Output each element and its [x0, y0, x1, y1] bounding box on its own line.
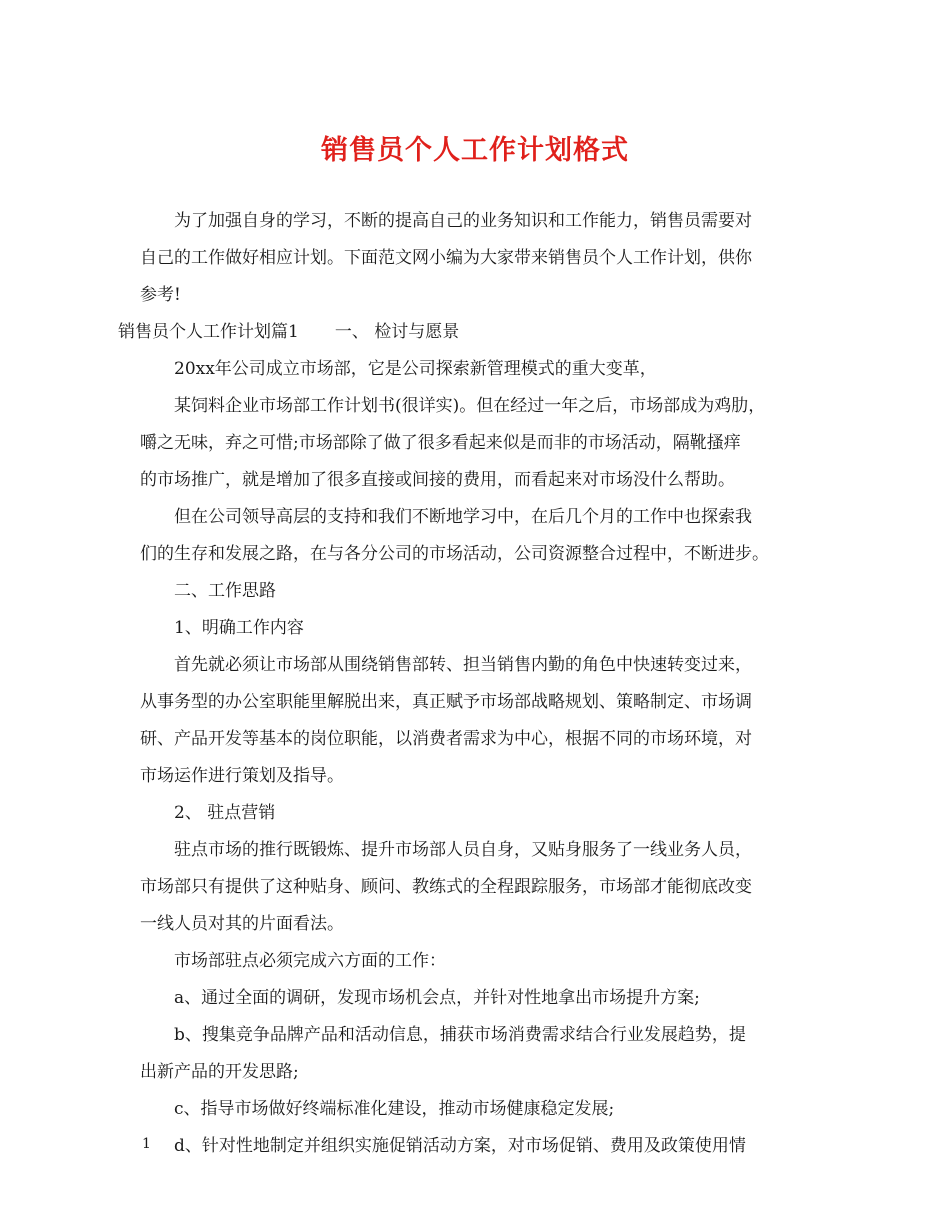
section-header: [118, 314, 812, 351]
text-line: 一线人员对其的片面看法。: [140, 914, 344, 934]
text-line: 从事务型的办公室职能里解脱出来，真正赋予市场部战略规划、策略制定、市场调: [140, 692, 752, 712]
text-line: 二、工作思路: [174, 581, 276, 601]
text-line: 驻点市场的推行既锻炼、提升市场部人员自身，又贴身服务了一线业务人员，: [174, 840, 752, 860]
section-header-right: 一、 检讨与愿景: [334, 322, 460, 342]
text-line: 市场部只有提供了这种贴身、顾问、教练式的全程跟踪服务，市场部才能彻底改变: [140, 877, 752, 897]
intro-line-1: 为了加强自身的学习，不断的提高自己的业务知识和工作能力，销售员需要对: [174, 211, 752, 231]
text-line: c、指导市场做好终端标准化建设，推动市场健康稳定发展;: [174, 1099, 615, 1119]
text-line: 首先就必须让市场部从围绕销售部转、担当销售内勤的角色中快速转变过来，: [174, 655, 752, 675]
text-line: 1、明确工作内容: [174, 618, 304, 638]
text-line: 出新产品的开发思路;: [140, 1062, 299, 1082]
text-line: 2、 驻点营销: [174, 803, 276, 823]
text-line: 们的生存和发展之路，在与各分公司的市场活动，公司资源整合过程中，不断进步。: [140, 544, 769, 564]
text-line: b、搜集竞争品牌产品和活动信息，捕获市场消费需求结合行业发展趋势，提: [174, 1025, 746, 1045]
text-line: 嚼之无味，弃之可惜;市场部除了做了很多看起来似是而非的市场活动，隔靴搔痒: [140, 433, 741, 453]
page-number: 1: [142, 1136, 151, 1152]
paragraph-lines: [140, 351, 812, 1165]
intro-line-2: 自己的工作做好相应计划。下面范文网小编为大家带来销售员个人工作计划，供你: [140, 248, 752, 268]
text-line: 某饲料企业市场部工作计划书(很详实)。但在经过一年之后，市场部成为鸡肋，: [174, 396, 766, 416]
document-title: 销售员个人工作计划格式: [321, 135, 629, 166]
text-line: 20xx年公司成立市场部，它是公司探索新管理模式的重大变革，: [174, 359, 657, 379]
intro-line-3: 参考!: [140, 285, 181, 305]
text-line: d、针对性地制定并组织实施促销活动方案，对市场促销、费用及政策使用情: [174, 1136, 746, 1156]
text-line: 的市场推广，就是增加了很多直接或间接的费用，而看起来对市场没什么帮助。: [140, 470, 735, 490]
text-line: 市场运作进行策划及指导。: [140, 766, 344, 786]
text-line: 但在公司领导高层的支持和我们不断地学习中，在后几个月的工作中也探索我: [174, 507, 752, 527]
document-body: [118, 203, 812, 1165]
text-line: a、通过全面的调研，发现市场机会点，并针对性地拿出市场提升方案;: [174, 988, 700, 1008]
text-line: 市场部驻点必须完成六方面的工作：: [174, 951, 446, 971]
section-header-left: 销售员个人工作计划篇1: [118, 322, 299, 342]
text-line: 研、产品开发等基本的岗位职能，以消费者需求为中心，根据不同的市场环境，对: [140, 729, 752, 749]
